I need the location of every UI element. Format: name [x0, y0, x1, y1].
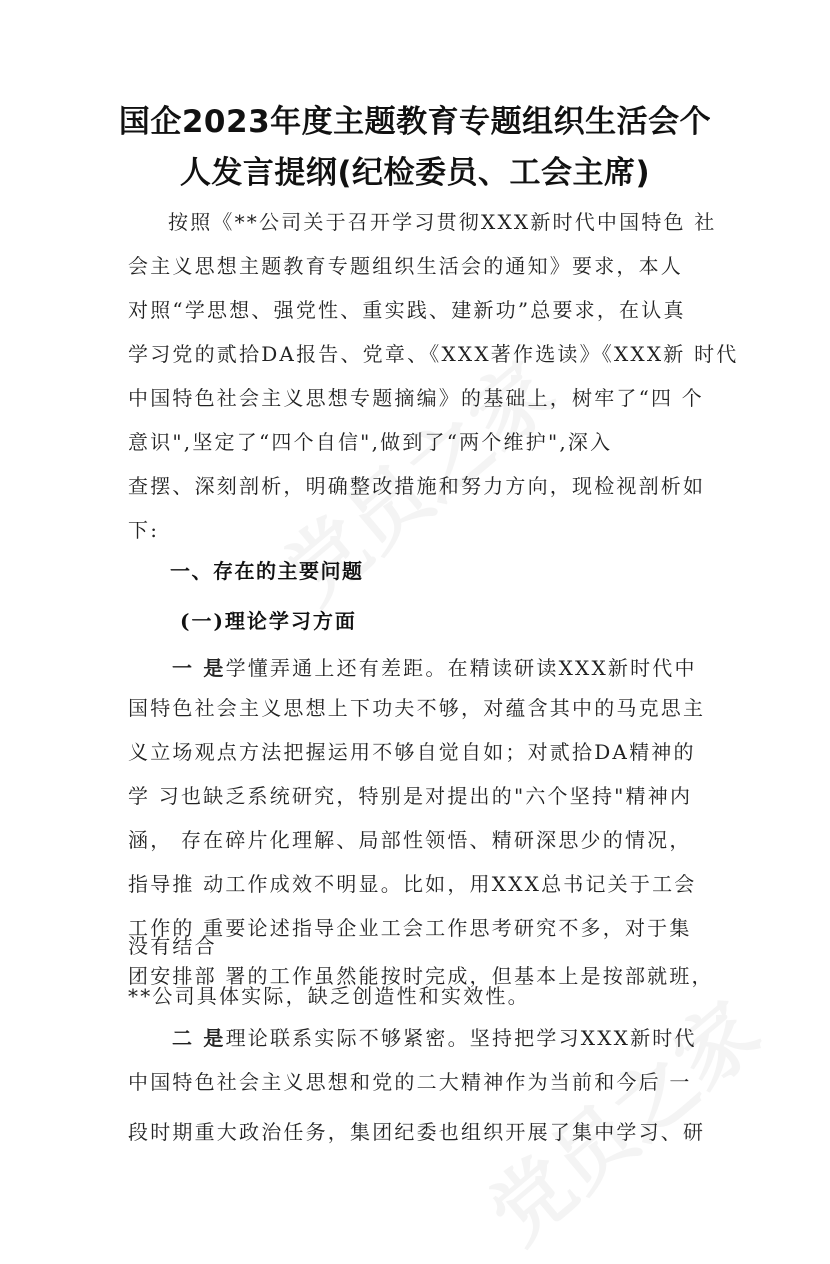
point-1-line: **公司具体实际，缺乏创造性和实效性。 — [128, 984, 530, 1008]
intro-line: 会主义思想主题教育专题组织生活会的通知》要求，本人 — [128, 254, 683, 278]
point-1-text: 学懂弄通上还有差距。在精读研读XXX新时代中 — [225, 656, 697, 680]
intro-line: 中国特色社会主义思想专题摘编》的基础上，树牢了“四 个 — [128, 386, 704, 410]
point-1-line: 团安排部 署的工作虽然能按时完成，但基本上是按部就班， — [128, 964, 714, 988]
point-1-line: 义立场观点方法把握运用不够自觉自如；对贰拾DA精神的 — [128, 740, 696, 764]
document-title-line-1: 国企2023年度主题教育专题组织生活会个 — [118, 104, 712, 140]
point-1-line: 涵， 存在碎片化理解、局部性领悟、精研深思少的情况， — [128, 828, 692, 852]
point-2-line: 中国特色社会主义思想和党的二大精神作为当前和今后 一 — [128, 1070, 692, 1094]
point-2-text: 理论联系实际不够紧密。坚持把学习XXX新时代 — [225, 1026, 697, 1050]
intro-line: 下: — [128, 518, 160, 542]
intro-line: 按照《**公司关于召开学习贯彻XXX新时代中国特色 社 — [168, 210, 717, 234]
intro-line: 意识",坚定了“四个自信",做到了“两个维护",深入 — [128, 430, 613, 454]
point-1-line: 学 习也缺乏系统研究，特别是对提出的"六个坚持"精神内 — [128, 784, 693, 808]
point-1-line: 国特色社会主义思想上下功夫不够，对蕴含其中的马克思主 — [128, 696, 706, 720]
point-1-lead: 一 是 — [172, 656, 226, 680]
intro-line: 学习党的贰拾DA报告、党章、《XXX著作选读》《XXX新 时代 — [128, 342, 739, 366]
intro-line: 查摆、深刻剖析，明确整改措施和努力方向，现检视剖析如 — [128, 474, 706, 498]
point-2-first-line — [172, 1022, 697, 1051]
point-1-line: 没有结合 — [128, 934, 217, 958]
section-heading: 一、存在的主要问题 — [170, 559, 364, 583]
document-title-line-2: 人发言提纲(纪检委员、工会主席) — [179, 155, 651, 191]
point-1-line: 工作的 重要论述指导企业工会工作思考研究不多，对于集 — [128, 916, 692, 940]
subsection-heading: (一)理论学习方面 — [180, 609, 357, 633]
point-1-line: 指导推 动工作成效不明显。比如，用XXX总书记关于工会 — [128, 872, 697, 896]
intro-line: 对照“学思想、强党性、重实践、建新功”总要求，在认真 — [128, 298, 686, 322]
point-2-lead: 二 是 — [172, 1026, 226, 1050]
point-2-line: 段时期重大政治任务，集团纪委也组织开展了集中学习、研 — [128, 1120, 706, 1144]
point-1-first-line — [172, 652, 697, 681]
